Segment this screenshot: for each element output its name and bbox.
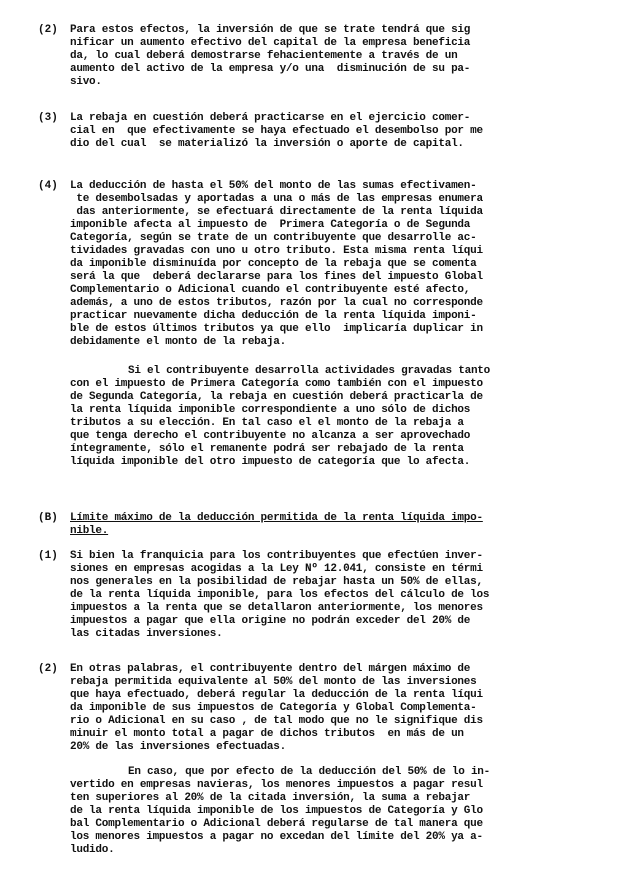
text-line: de la renta líquida imponible, para los efectos del cálculo de los [70,589,490,601]
text-line: además, a uno de estos tributos, razón por la cual no corresponde [70,297,483,309]
section-number: (1) [38,550,58,562]
text-line: En otras palabras, el contribuyente dentro del márgen máximo de [70,663,471,675]
text-line: nos generales en la posibilidad de rebajar hasta un 50% de ellas, [70,576,483,588]
text-line: rio o Adicional en su caso , de tal modo que no le signifique dis [70,715,483,727]
text-line: tividades gravadas con uno u otro tributo. Esta misma renta líqui [70,245,483,257]
text-line: En caso, que por efecto de la deducción del 50% de lo in- [128,766,491,778]
text-line: minuir el monto total a pagar de dichos tributos en más de un [70,728,464,740]
text-line: La rebaja en cuestión deberá practicarse en el ejercicio comer- [70,112,471,124]
section-number: (B) [38,512,58,524]
text-line: da imponible de sus impuestos de Categoría y Global Complementa- [70,702,477,714]
text-line: Para estos efectos, la inversión de que se trate tendrá que sig [70,24,471,36]
section-number: (4) [38,180,58,192]
text-line: Si bien la franquicia para los contribuyentes que efectúen inver- [70,550,483,562]
text-line: te desembolsadas y aportadas a una o más de las empresas enumera [70,193,483,205]
text-line: dio del cual se materializó la inversión o aporte de capital. [70,138,464,150]
heading-line: Límite máximo de la deducción permitida de la renta líquida impo- [70,512,483,524]
text-line: aumento del activo de la empresa y/o una disminución de su pa- [70,63,471,75]
text-line: de la renta líquida imponible de los impuestos de Categoría y Glo [70,805,483,817]
text-line: tributos a su elección. En tal caso el el monto de la rebaja a [70,417,464,429]
text-line: con el impuesto de Primera Categoría como también con el impuesto [70,378,483,390]
text-line: impuestos a la renta que se detallaron anteriormente, los menores [70,602,483,614]
text-line: que tenga derecho el contribuyente no alcanza a ser aprovechado [70,430,471,442]
text-line: debidamente el monto de la rebaja. [70,336,286,348]
text-line: líquida imponible del otro impuesto de categoría que lo afecta. [70,456,471,468]
text-line: practicar nuevamente dicha deducción de la renta líquida imponi- [70,310,477,322]
text-line: los menores impuestos a pagar no excedan del límite del 20% ya a- [70,831,483,843]
text-line: ble de estos últimos tributos ya que ello implicaría duplicar in [70,323,483,335]
text-line: que haya efectuado, deberá regular la deducción de la renta líqui [70,689,483,701]
text-line: bal Complementario o Adicional deberá regularse de tal manera que [70,818,483,830]
heading-line: nible. [70,525,109,537]
text-line: la renta líquida imponible correspondiente a uno sólo de dichos [70,404,471,416]
text-line: las citadas inversiones. [70,628,223,640]
text-line: Categoría, según se trate de un contribuyente que desarrolle ac- [70,232,477,244]
section-number: (2) [38,663,58,675]
text-line: impuestos a pagar que ella origine no podrán exceder del 20% de [70,615,471,627]
text-line: Complementario o Adicional cuando el contribuyente esté afecto, [70,284,471,296]
text-line: La deducción de hasta el 50% del monto de las sumas efectivamen- [70,180,477,192]
text-line: nificar un aumento efectivo del capital de la empresa beneficia [70,37,471,49]
text-line: vertido en empresas navieras, los menores impuestos a pagar resul [70,779,483,791]
text-line: rebaja permitida equivalente al 50% del monto de las inversiones [70,676,477,688]
text-line: de Segunda Categoría, la rebaja en cuestión deberá practicarla de [70,391,483,403]
text-line: siones en empresas acogidas a la Ley Nº 12.041, consiste en térmi [70,563,483,575]
text-line: da, lo cual deberá demostrarse fehacientemente a través de un [70,50,458,62]
text-line: ten superiores al 20% de la citada inversión, la suma a rebajar [70,792,471,804]
text-line: cial en que efectivamente se haya efectuado el desembolso por me [70,125,483,137]
section-number: (2) [38,24,58,36]
text-line: das anteriormente, se efectuará directamente de la renta líquida [70,206,483,218]
text-line: ludido. [70,844,115,856]
text-line: imponible afecta al impuesto de Primera Categoría o de Segunda [70,219,471,231]
text-line: da imponible disminuída por concepto de la rebaja que se comenta [70,258,477,270]
text-line: sivo. [70,76,102,88]
text-line: íntegramente, sólo el remanente podrá ser rebajado de la renta [70,443,464,455]
text-line: Si el contribuyente desarrolla actividades gravadas tanto [128,365,491,377]
section-number: (3) [38,112,58,124]
text-line: será la que deberá declararse para los fines del impuesto Global [70,271,483,283]
text-line: 20% de las inversiones efectuadas. [70,741,286,753]
